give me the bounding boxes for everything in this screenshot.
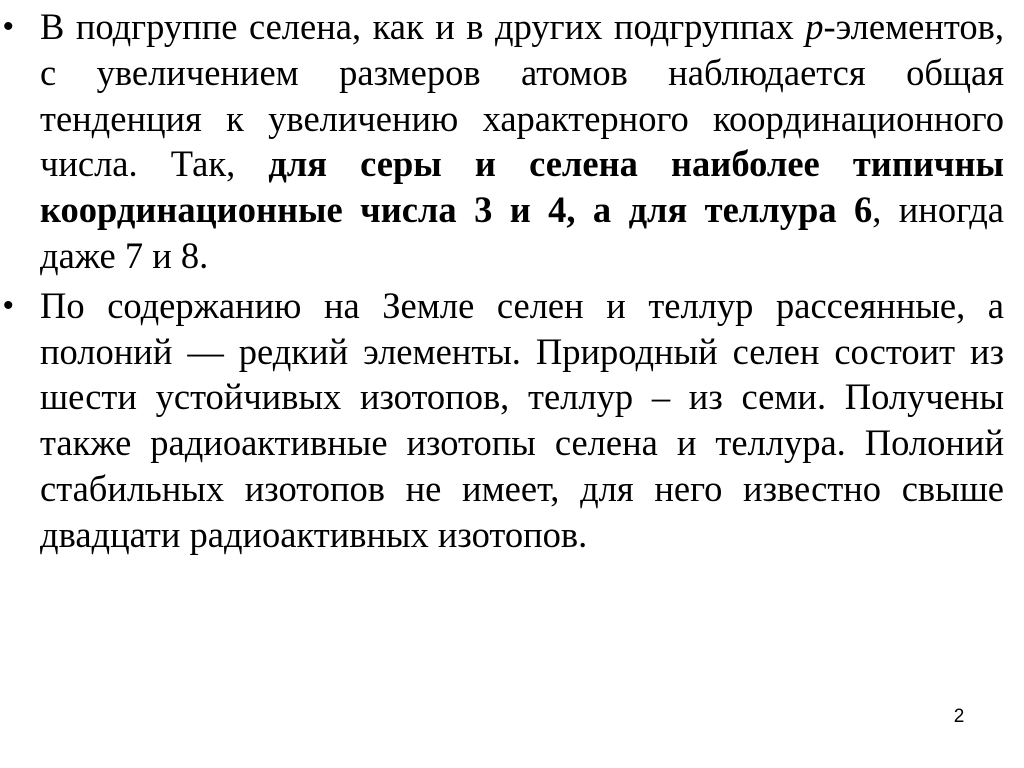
bullet-icon: • — [3, 10, 14, 43]
bullet-icon: • — [3, 288, 14, 322]
bullet-item-coordination — [0, 4, 1004, 279]
paragraph1-text-end: , иногда даже 7 и 8. — [40, 189, 1005, 276]
page-number: 2 — [953, 706, 965, 727]
paragraph1-bold-text: для серы и селена наиболее типичны координационные числа 3 и 4, а для теллура 6 — [40, 143, 1005, 231]
bullet-item-abundance — [0, 283, 1004, 558]
paragraph1-p-letter: р — [805, 6, 824, 47]
paragraph1-text-start: В подгруппе селена, как и в других подгруппах — [40, 6, 806, 47]
paragraph1-text-middle: -элементов, с увеличением размеров атомов наблюдается общая тенденция к увеличению характерного координационного числа. Так, — [40, 6, 1004, 185]
bullet-list — [0, 4, 1004, 562]
paragraph2-text: По содержанию на Земле селен и теллур рассеянные, а полоний — редкий элементы. Природный селен состоит из шести устойчивых изотопов, теллур – из семи. Получены также радиоактивные изотопы селена и теллура. Полоний стабильных изотопов не имеет, для него известно свыше двадцати радиоактивных изотопов. — [40, 284, 1004, 555]
